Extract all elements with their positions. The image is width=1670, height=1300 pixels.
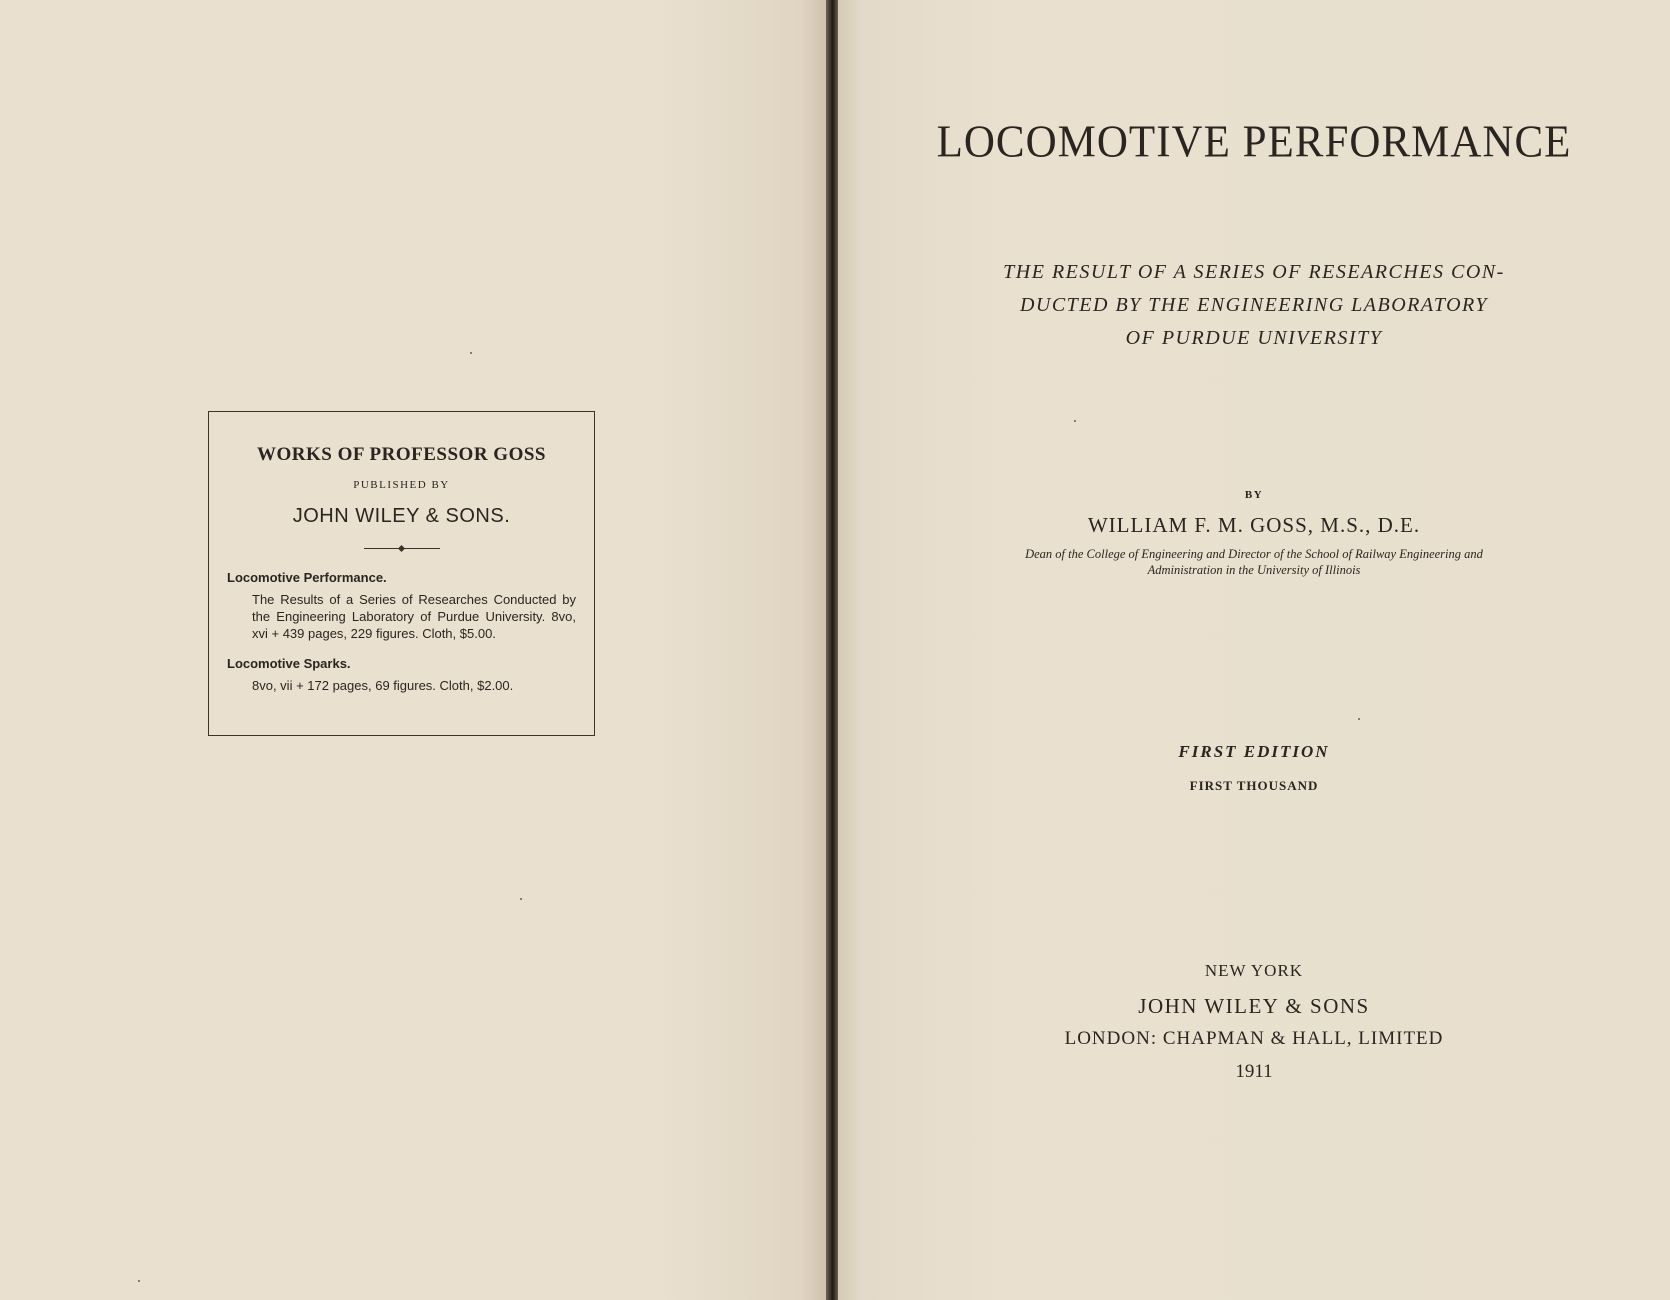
- affiliation-line: Administration in the University of Illinois: [1147, 563, 1361, 577]
- author-affiliation: [838, 546, 1670, 578]
- author-name: WILLIAM F. M. GOSS, M.S., D.E.: [1087, 513, 1421, 537]
- imprint-year: 1911: [1235, 1061, 1273, 1082]
- by-label: BY: [1244, 489, 1264, 501]
- subtitle-line: OF PURDUE UNIVERSITY: [1125, 327, 1383, 349]
- printing-label: FIRST THOUSAND: [1189, 778, 1319, 793]
- advertisement-box: [208, 411, 595, 736]
- ad-item-title: Locomotive Sparks.: [227, 656, 351, 671]
- paper-speck: [1358, 718, 1360, 720]
- ad-item-description: The Results of a Series of Researches Conducted by the Engineering Laboratory of Purdue University. 8vo, xvi + 439 pages, 229 figures. Cloth, $5.00.: [252, 592, 576, 641]
- ad-publisher: JOHN WILEY & SONS.: [292, 505, 511, 527]
- imprint-publisher: JOHN WILEY & SONS: [1138, 994, 1370, 1018]
- paper-speck: [520, 898, 522, 900]
- right-page: [838, 0, 1670, 1300]
- ad-item-title: Locomotive Performance.: [227, 570, 387, 585]
- diamond-ornament-icon: [397, 545, 404, 552]
- ornament-divider: [364, 544, 440, 554]
- paper-speck: [470, 352, 472, 354]
- affiliation-line: Dean of the College of Engineering and Director of the School of Railway Engineering and: [1025, 547, 1483, 561]
- subtitle-line: DUCTED BY THE ENGINEERING LABORATORY: [1019, 294, 1489, 316]
- book-subtitle: [838, 256, 1670, 355]
- left-page: [0, 0, 826, 1300]
- imprint-city: NEW YORK: [1204, 961, 1304, 980]
- paper-speck: [1074, 420, 1076, 422]
- book-gutter: [826, 0, 838, 1300]
- ad-published-by: PUBLISHED BY: [353, 479, 450, 491]
- subtitle-line: THE RESULT OF A SERIES OF RESEARCHES CON-: [1003, 261, 1505, 283]
- book-title: LOCOMOTIVE PERFORMANCE: [936, 117, 1572, 168]
- ad-item-description: 8vo, vii + 172 pages, 69 figures. Cloth, $2.00.: [252, 678, 514, 693]
- ad-title: WORKS OF PROFESSOR GOSS: [257, 444, 546, 465]
- edition-label: FIRST EDITION: [1178, 742, 1330, 761]
- paper-speck: [138, 1280, 140, 1282]
- imprint-london: LONDON: CHAPMAN & HALL, LIMITED: [1064, 1028, 1444, 1049]
